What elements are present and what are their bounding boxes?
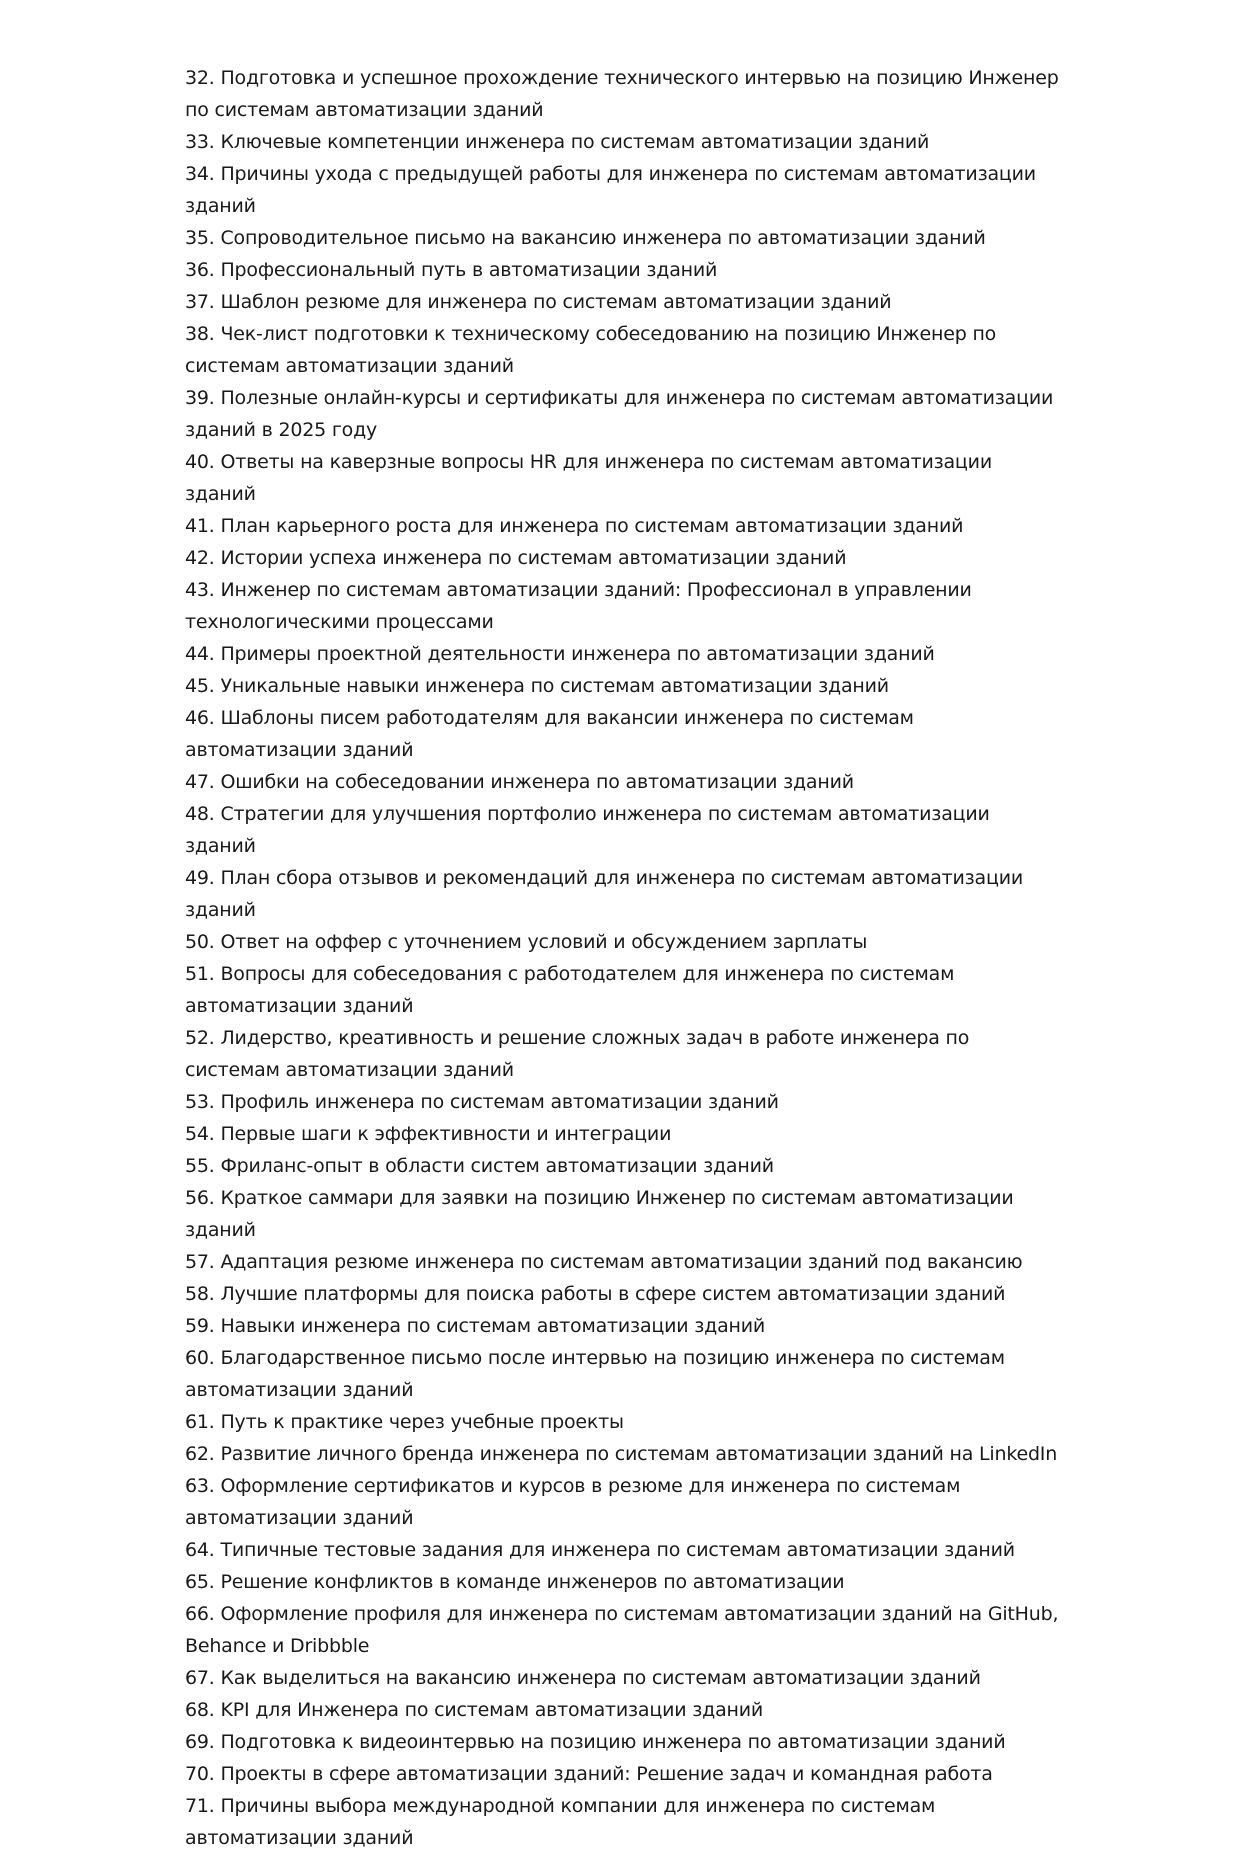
toc-item[interactable]: 50. Ответ на оффер с уточнением условий и обсуждением зарплаты	[185, 931, 868, 953]
toc-item[interactable]: 41. План карьерного роста для инженера по системам автоматизации зданий	[185, 515, 964, 537]
toc-item[interactable]: 71. Причины выбора международной компании для инженера по системам автоматизации зданий	[185, 1795, 936, 1849]
toc-item[interactable]: 43. Инженер по системам автоматизации зданий: Профессионал в управлении технологическими процессами	[185, 579, 972, 633]
toc-item[interactable]: 51. Вопросы для собеседования с работодателем для инженера по системам автоматизации зданий	[185, 963, 955, 1017]
toc-item[interactable]: 48. Стратегии для улучшения портфолио инженера по системам автоматизации зданий	[185, 803, 990, 857]
toc-item[interactable]: 69. Подготовка к видеоинтервью на позицию инженера по автоматизации зданий	[185, 1731, 1006, 1753]
toc-item[interactable]: 62. Развитие личного бренда инженера по системам автоматизации зданий на LinkedIn	[185, 1443, 1058, 1465]
toc-item[interactable]: 44. Примеры проектной деятельности инженера по автоматизации зданий	[185, 643, 935, 665]
toc-item[interactable]: 61. Путь к практике через учебные проекты	[185, 1411, 624, 1433]
toc-item[interactable]: 38. Чек-лист подготовки к техническому собеседованию на позицию Инженер по системам автоматизации зданий	[185, 323, 997, 377]
toc-item[interactable]: 40. Ответы на каверзные вопросы HR для инженера по системам автоматизации зданий	[185, 451, 992, 505]
toc-item[interactable]: 46. Шаблоны писем работодателям для вакансии инженера по системам автоматизации зданий	[185, 707, 914, 761]
toc-item[interactable]: 58. Лучшие платформы для поиска работы в сфере систем автоматизации зданий	[185, 1283, 1006, 1305]
toc-item[interactable]: 32. Подготовка и успешное прохождение технического интервью на позицию Инженер по системам автоматизации зданий	[185, 67, 1059, 121]
toc-item[interactable]: 56. Краткое саммари для заявки на позицию Инженер по системам автоматизации зданий	[185, 1187, 1014, 1241]
toc-item[interactable]: 53. Профиль инженера по системам автоматизации зданий	[185, 1091, 779, 1113]
toc-item[interactable]: 63. Оформление сертификатов и курсов в резюме для инженера по системам автоматизации зданий	[185, 1475, 961, 1529]
toc-item[interactable]: 60. Благодарственное письмо после интервью на позицию инженера по системам автоматизации зданий	[185, 1347, 1005, 1401]
toc-item[interactable]: 45. Уникальные навыки инженера по системам автоматизации зданий	[185, 675, 889, 697]
toc-item[interactable]: 34. Причины ухода с предыдущей работы для инженера по системам автоматизации зданий	[185, 163, 1036, 217]
toc-item[interactable]: 57. Адаптация резюме инженера по системам автоматизации зданий под вакансию	[185, 1251, 1023, 1273]
table-of-contents	[185, 62, 1065, 1854]
toc-item[interactable]: 68. KPI для Инженера по системам автоматизации зданий	[185, 1699, 764, 1721]
toc-item[interactable]: 55. Фриланс-опыт в области систем автоматизации зданий	[185, 1155, 774, 1177]
toc-item[interactable]: 52. Лидерство, креативность и решение сложных задач в работе инженера по системам автоматизации зданий	[185, 1027, 970, 1081]
toc-item[interactable]: 67. Как выделиться на вакансию инженера по системам автоматизации зданий	[185, 1667, 981, 1689]
toc-item[interactable]: 54. Первые шаги к эффективности и интеграции	[185, 1123, 672, 1145]
toc-item[interactable]: 37. Шаблон резюме для инженера по системам автоматизации зданий	[185, 291, 892, 313]
toc-item[interactable]: 65. Решение конфликтов в команде инженеров по автоматизации	[185, 1571, 845, 1593]
toc-item[interactable]: 64. Типичные тестовые задания для инженера по системам автоматизации зданий	[185, 1539, 1015, 1561]
toc-item[interactable]: 66. Оформление профиля для инженера по системам автоматизации зданий на GitHub, Behance и Dribbble	[185, 1603, 1059, 1657]
toc-item[interactable]: 47. Ошибки на собеседовании инженера по автоматизации зданий	[185, 771, 854, 793]
toc-item[interactable]: 70. Проекты в сфере автоматизации зданий: Решение задач и командная работа	[185, 1763, 993, 1785]
toc-item[interactable]: 39. Полезные онлайн-курсы и сертификаты для инженера по системам автоматизации зданий в 2025 году	[185, 387, 1054, 441]
toc-item[interactable]: 49. План сбора отзывов и рекомендаций для инженера по системам автоматизации зданий	[185, 867, 1024, 921]
toc-item[interactable]: 42. Истории успеха инженера по системам автоматизации зданий	[185, 547, 847, 569]
toc-item[interactable]: 36. Профессиональный путь в автоматизации зданий	[185, 259, 718, 281]
toc-item[interactable]: 59. Навыки инженера по системам автоматизации зданий	[185, 1315, 766, 1337]
toc-item[interactable]: 33. Ключевые компетенции инженера по системам автоматизации зданий	[185, 131, 930, 153]
toc-item[interactable]: 35. Сопроводительное письмо на вакансию инженера по автоматизации зданий	[185, 227, 986, 249]
